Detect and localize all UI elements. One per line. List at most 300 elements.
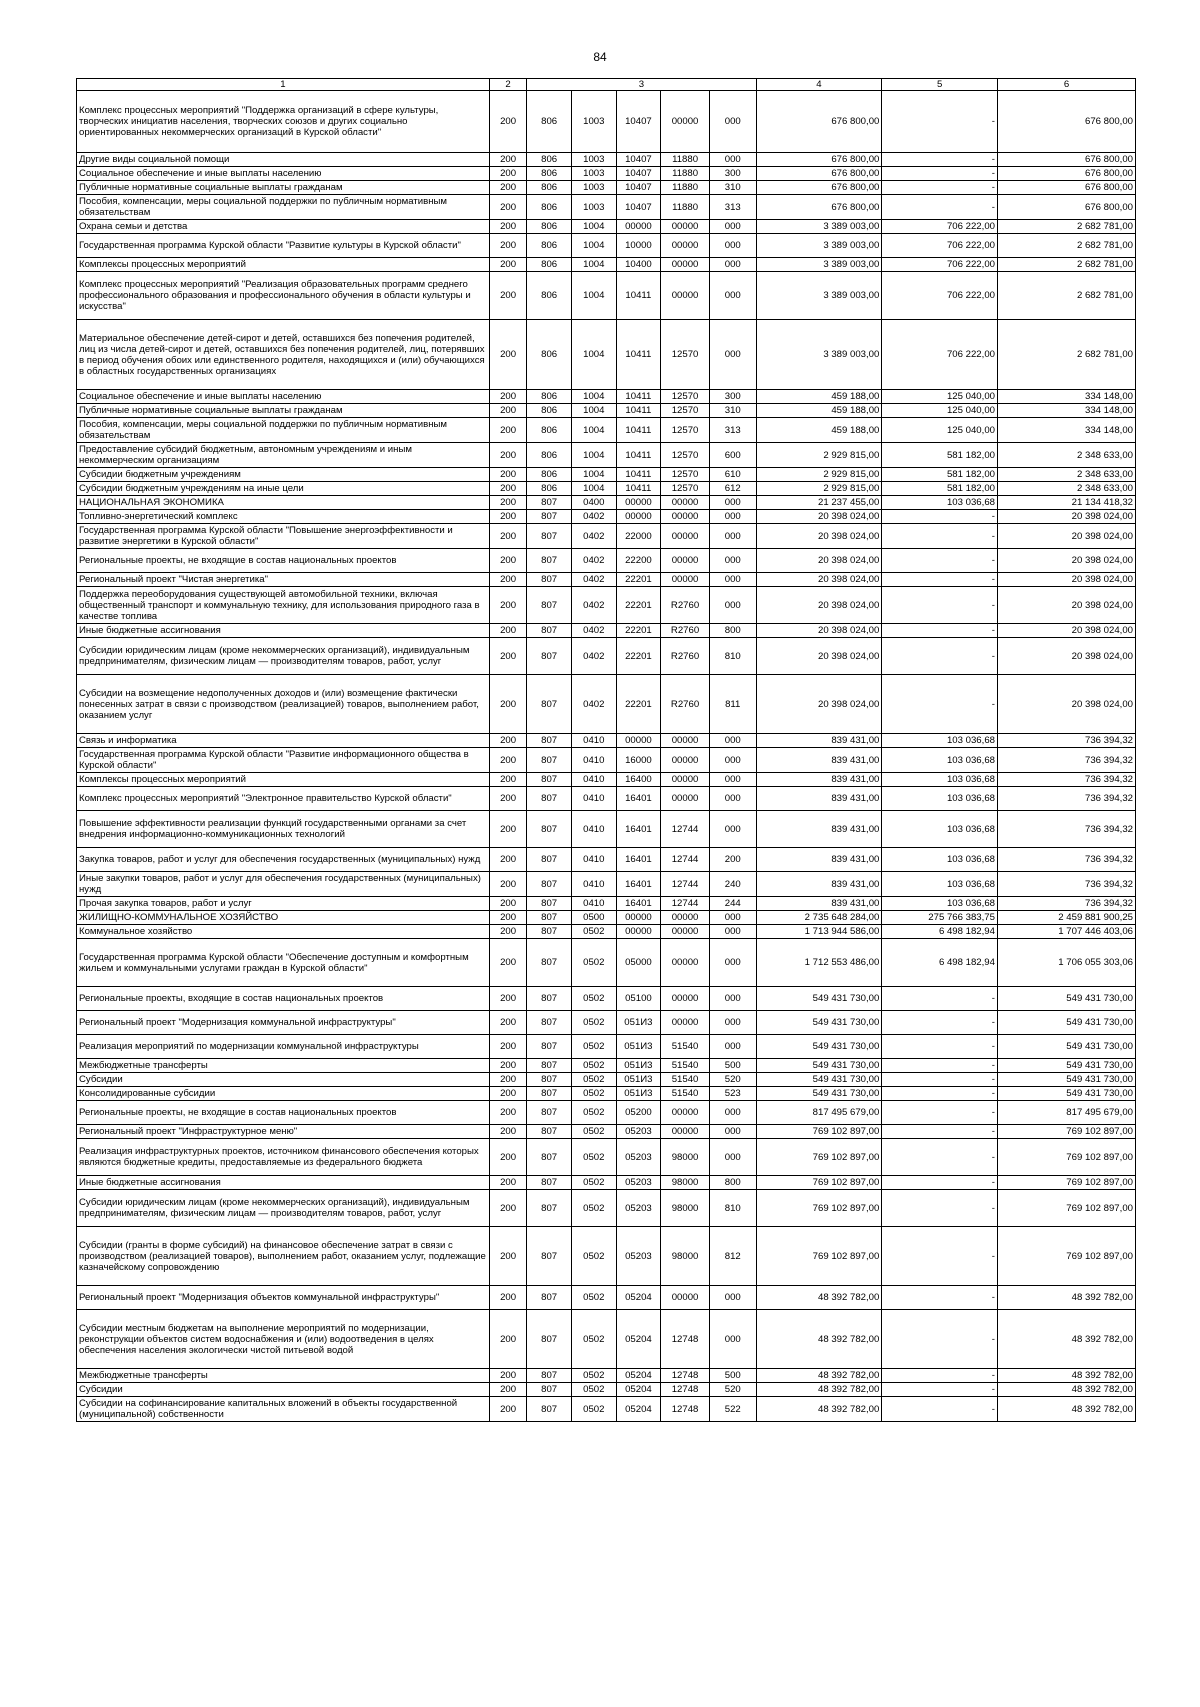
value-col-4: 839 431,00 bbox=[756, 872, 882, 897]
value-col-5: 6 498 182,94 bbox=[882, 925, 998, 939]
value-col-4: 769 102 897,00 bbox=[756, 1176, 882, 1190]
code-ministry: 806 bbox=[527, 181, 572, 195]
code-direction: 12570 bbox=[661, 443, 710, 468]
value-col-6: 736 394,32 bbox=[997, 897, 1135, 911]
value-col-5: 275 766 383,75 bbox=[882, 911, 998, 925]
code-program: 051И3 bbox=[616, 1073, 661, 1087]
row-name: Региональный проект "Модернизация коммунальной инфраструктуры" bbox=[77, 1011, 490, 1035]
value-col-4: 2 929 815,00 bbox=[756, 443, 882, 468]
code-program: 22200 bbox=[616, 549, 661, 573]
code-program: 22201 bbox=[616, 573, 661, 587]
header-col-1: 1 bbox=[77, 79, 490, 91]
code-program: 05204 bbox=[616, 1310, 661, 1369]
row-name: Пособия, компенсации, меры социальной поддержки по публичным нормативным обязательствам bbox=[77, 195, 490, 220]
table-row bbox=[77, 195, 1136, 220]
code-direction: 00000 bbox=[661, 220, 710, 234]
code-ministry: 806 bbox=[527, 390, 572, 404]
value-col-6: 2 348 633,00 bbox=[997, 468, 1135, 482]
value-col-5: - bbox=[882, 1059, 998, 1073]
code-ministry: 806 bbox=[527, 234, 572, 258]
code-program: 16401 bbox=[616, 872, 661, 897]
value-col-5: - bbox=[882, 1397, 998, 1422]
table-row bbox=[77, 1176, 1136, 1190]
value-col-4: 2 929 815,00 bbox=[756, 482, 882, 496]
code-direction: 00000 bbox=[661, 734, 710, 748]
code-program: 16401 bbox=[616, 897, 661, 911]
code-col-2: 200 bbox=[489, 872, 527, 897]
code-expense-type: 000 bbox=[709, 987, 756, 1011]
code-program: 00000 bbox=[616, 734, 661, 748]
value-col-6: 2 682 781,00 bbox=[997, 234, 1135, 258]
code-section: 0502 bbox=[571, 1176, 616, 1190]
value-col-4: 676 800,00 bbox=[756, 181, 882, 195]
code-col-2: 200 bbox=[489, 1369, 527, 1383]
code-section: 1003 bbox=[571, 91, 616, 153]
value-col-5: - bbox=[882, 1101, 998, 1125]
value-col-4: 839 431,00 bbox=[756, 773, 882, 787]
code-expense-type: 000 bbox=[709, 573, 756, 587]
code-direction: 00000 bbox=[661, 748, 710, 773]
value-col-5: - bbox=[882, 1087, 998, 1101]
code-ministry: 806 bbox=[527, 443, 572, 468]
code-program: 05203 bbox=[616, 1176, 661, 1190]
code-col-2: 200 bbox=[489, 468, 527, 482]
row-name: Материальное обеспечение детей-сирот и детей, оставшихся без попечения родителей, лиц из числа детей-сирот и детей, оставшихся без попечения родителей, лиц, потерявших в период обучения обоих или единственного родителя, находящихся и (или) обучающихся в областных государственных организациях bbox=[77, 320, 490, 390]
code-program: 00000 bbox=[616, 911, 661, 925]
code-section: 0502 bbox=[571, 939, 616, 987]
code-section: 0402 bbox=[571, 675, 616, 734]
code-ministry: 807 bbox=[527, 1011, 572, 1035]
code-ministry: 807 bbox=[527, 848, 572, 872]
code-expense-type: 800 bbox=[709, 624, 756, 638]
code-program: 10400 bbox=[616, 258, 661, 272]
budget-table bbox=[76, 78, 1136, 1422]
code-section: 1004 bbox=[571, 468, 616, 482]
code-section: 0500 bbox=[571, 911, 616, 925]
code-expense-type: 520 bbox=[709, 1073, 756, 1087]
code-col-2: 200 bbox=[489, 1059, 527, 1073]
row-name: Комплекс процессных мероприятий "Реализация образовательных программ среднего профессионального образования и профессионального обучения в области культуры и искусства" bbox=[77, 272, 490, 320]
table-row bbox=[77, 91, 1136, 153]
code-direction: 98000 bbox=[661, 1176, 710, 1190]
code-direction: 51540 bbox=[661, 1059, 710, 1073]
value-col-6: 20 398 024,00 bbox=[997, 549, 1135, 573]
code-ministry: 807 bbox=[527, 638, 572, 675]
value-col-5: - bbox=[882, 181, 998, 195]
value-col-4: 549 431 730,00 bbox=[756, 1087, 882, 1101]
code-section: 0410 bbox=[571, 811, 616, 848]
table-row bbox=[77, 748, 1136, 773]
code-section: 0400 bbox=[571, 496, 616, 510]
value-col-5: 125 040,00 bbox=[882, 418, 998, 443]
value-col-4: 48 392 782,00 bbox=[756, 1383, 882, 1397]
code-expense-type: 244 bbox=[709, 897, 756, 911]
row-name: Субсидии юридическим лицам (кроме некоммерческих организаций), индивидуальным предпринимателям, физическим лицам — производителям товаров, работ, услуг bbox=[77, 1190, 490, 1227]
table-row bbox=[77, 524, 1136, 549]
code-section: 1004 bbox=[571, 320, 616, 390]
code-program: 05203 bbox=[616, 1139, 661, 1176]
row-name: Прочая закупка товаров, работ и услуг bbox=[77, 897, 490, 911]
code-program: 16000 bbox=[616, 748, 661, 773]
table-row bbox=[77, 773, 1136, 787]
code-col-2: 200 bbox=[489, 443, 527, 468]
code-ministry: 807 bbox=[527, 734, 572, 748]
row-name: Топливно-энергетический комплекс bbox=[77, 510, 490, 524]
value-col-5: - bbox=[882, 1227, 998, 1286]
value-col-6: 20 398 024,00 bbox=[997, 510, 1135, 524]
code-ministry: 807 bbox=[527, 872, 572, 897]
table-row bbox=[77, 573, 1136, 587]
code-col-2: 200 bbox=[489, 91, 527, 153]
table-row bbox=[77, 811, 1136, 848]
row-name: Комплексы процессных мероприятий bbox=[77, 258, 490, 272]
value-col-5: 706 222,00 bbox=[882, 320, 998, 390]
code-section: 0502 bbox=[571, 1059, 616, 1073]
code-section: 0410 bbox=[571, 848, 616, 872]
value-col-4: 676 800,00 bbox=[756, 195, 882, 220]
code-program: 10411 bbox=[616, 404, 661, 418]
value-col-5: 706 222,00 bbox=[882, 272, 998, 320]
value-col-4: 459 188,00 bbox=[756, 404, 882, 418]
code-expense-type: 000 bbox=[709, 748, 756, 773]
value-col-5: - bbox=[882, 524, 998, 549]
code-ministry: 806 bbox=[527, 482, 572, 496]
code-expense-type: 000 bbox=[709, 811, 756, 848]
value-col-4: 1 713 944 586,00 bbox=[756, 925, 882, 939]
value-col-4: 676 800,00 bbox=[756, 167, 882, 181]
code-direction: 12570 bbox=[661, 468, 710, 482]
value-col-6: 549 431 730,00 bbox=[997, 1059, 1135, 1073]
code-program: 05203 bbox=[616, 1227, 661, 1286]
code-col-2: 200 bbox=[489, 258, 527, 272]
code-ministry: 806 bbox=[527, 468, 572, 482]
value-col-4: 769 102 897,00 bbox=[756, 1139, 882, 1176]
value-col-4: 3 389 003,00 bbox=[756, 234, 882, 258]
code-section: 0502 bbox=[571, 1369, 616, 1383]
value-col-6: 48 392 782,00 bbox=[997, 1383, 1135, 1397]
header-col-6: 6 bbox=[997, 79, 1135, 91]
code-section: 1004 bbox=[571, 234, 616, 258]
code-expense-type: 610 bbox=[709, 468, 756, 482]
code-col-2: 200 bbox=[489, 1073, 527, 1087]
code-col-2: 200 bbox=[489, 482, 527, 496]
table-row bbox=[77, 220, 1136, 234]
value-col-6: 2 682 781,00 bbox=[997, 272, 1135, 320]
header-col-5: 5 bbox=[882, 79, 998, 91]
code-direction: 00000 bbox=[661, 91, 710, 153]
value-col-5: 103 036,68 bbox=[882, 773, 998, 787]
code-section: 1004 bbox=[571, 418, 616, 443]
value-col-4: 48 392 782,00 bbox=[756, 1369, 882, 1383]
code-section: 0502 bbox=[571, 1383, 616, 1397]
code-expense-type: 240 bbox=[709, 872, 756, 897]
value-col-5: 103 036,68 bbox=[882, 787, 998, 811]
code-expense-type: 523 bbox=[709, 1087, 756, 1101]
value-col-6: 48 392 782,00 bbox=[997, 1310, 1135, 1369]
row-name: Субсидии bbox=[77, 1073, 490, 1087]
table-row bbox=[77, 1227, 1136, 1286]
code-col-2: 200 bbox=[489, 848, 527, 872]
value-col-5: - bbox=[882, 1139, 998, 1176]
code-direction: 00000 bbox=[661, 1125, 710, 1139]
code-section: 0402 bbox=[571, 524, 616, 549]
code-expense-type: 811 bbox=[709, 675, 756, 734]
code-col-2: 200 bbox=[489, 234, 527, 258]
code-col-2: 200 bbox=[489, 675, 527, 734]
code-program: 16400 bbox=[616, 773, 661, 787]
value-col-6: 736 394,32 bbox=[997, 773, 1135, 787]
code-program: 05204 bbox=[616, 1397, 661, 1422]
code-col-2: 200 bbox=[489, 195, 527, 220]
value-col-5: - bbox=[882, 1286, 998, 1310]
value-col-5: - bbox=[882, 587, 998, 624]
row-name: Другие виды социальной помощи bbox=[77, 153, 490, 167]
code-ministry: 807 bbox=[527, 1101, 572, 1125]
code-program: 10407 bbox=[616, 181, 661, 195]
code-ministry: 807 bbox=[527, 496, 572, 510]
row-name: Комплекс процессных мероприятий "Поддержка организаций в сфере культуры, творческих инициатив населения, творческих союзов и других социально ориентированных некоммерческих организаций в Курской области" bbox=[77, 91, 490, 153]
code-ministry: 807 bbox=[527, 925, 572, 939]
code-program: 00000 bbox=[616, 220, 661, 234]
code-section: 0502 bbox=[571, 1125, 616, 1139]
code-col-2: 200 bbox=[489, 1310, 527, 1369]
row-name: Межбюджетные трансферты bbox=[77, 1369, 490, 1383]
code-direction: R2760 bbox=[661, 638, 710, 675]
value-col-5: 103 036,68 bbox=[882, 496, 998, 510]
code-col-2: 200 bbox=[489, 549, 527, 573]
code-section: 1004 bbox=[571, 482, 616, 496]
code-expense-type: 313 bbox=[709, 418, 756, 443]
row-name: Субсидии на софинансирование капитальных вложений в объекты государственной (муниципальной) собственности bbox=[77, 1397, 490, 1422]
table-row bbox=[77, 418, 1136, 443]
table-row bbox=[77, 510, 1136, 524]
table-row bbox=[77, 549, 1136, 573]
code-ministry: 807 bbox=[527, 624, 572, 638]
table-row bbox=[77, 638, 1136, 675]
value-col-4: 20 398 024,00 bbox=[756, 587, 882, 624]
code-col-2: 200 bbox=[489, 1227, 527, 1286]
value-col-4: 20 398 024,00 bbox=[756, 573, 882, 587]
row-name: Закупка товаров, работ и услуг для обеспечения государственных (муниципальных) нужд bbox=[77, 848, 490, 872]
code-ministry: 807 bbox=[527, 911, 572, 925]
row-name: Повышение эффективности реализации функций государственными органами за счет внедрения информационно-коммуникационных технологий bbox=[77, 811, 490, 848]
value-col-4: 549 431 730,00 bbox=[756, 1059, 882, 1073]
code-section: 1004 bbox=[571, 272, 616, 320]
row-name: Реализация инфраструктурных проектов, источником финансового обеспечения которых являются бюджетные кредиты, предоставляемые из федерального бюджета bbox=[77, 1139, 490, 1176]
code-ministry: 807 bbox=[527, 939, 572, 987]
code-expense-type: 000 bbox=[709, 1286, 756, 1310]
row-name: Иные бюджетные ассигнования bbox=[77, 1176, 490, 1190]
code-col-2: 200 bbox=[489, 773, 527, 787]
value-col-5: - bbox=[882, 1073, 998, 1087]
code-col-2: 200 bbox=[489, 638, 527, 675]
code-col-2: 200 bbox=[489, 167, 527, 181]
code-ministry: 806 bbox=[527, 320, 572, 390]
row-name: Охрана семьи и детства bbox=[77, 220, 490, 234]
code-expense-type: 600 bbox=[709, 443, 756, 468]
value-col-6: 2 348 633,00 bbox=[997, 443, 1135, 468]
value-col-6: 20 398 024,00 bbox=[997, 524, 1135, 549]
table-row bbox=[77, 167, 1136, 181]
code-direction: 00000 bbox=[661, 496, 710, 510]
value-col-5: 706 222,00 bbox=[882, 220, 998, 234]
value-col-5: 103 036,68 bbox=[882, 734, 998, 748]
code-col-2: 200 bbox=[489, 1383, 527, 1397]
code-ministry: 807 bbox=[527, 1073, 572, 1087]
code-expense-type: 000 bbox=[709, 1011, 756, 1035]
code-section: 1003 bbox=[571, 195, 616, 220]
code-expense-type: 000 bbox=[709, 1035, 756, 1059]
code-direction: 12744 bbox=[661, 848, 710, 872]
row-name: Субсидии бюджетным учреждениям bbox=[77, 468, 490, 482]
code-ministry: 806 bbox=[527, 272, 572, 320]
code-col-2: 200 bbox=[489, 911, 527, 925]
code-expense-type: 000 bbox=[709, 734, 756, 748]
code-direction: 00000 bbox=[661, 510, 710, 524]
code-expense-type: 810 bbox=[709, 1190, 756, 1227]
value-col-6: 676 800,00 bbox=[997, 181, 1135, 195]
value-col-5: - bbox=[882, 91, 998, 153]
row-name: Региональные проекты, не входящие в состав национальных проектов bbox=[77, 549, 490, 573]
code-col-2: 200 bbox=[489, 748, 527, 773]
code-program: 05100 bbox=[616, 987, 661, 1011]
code-direction: 12570 bbox=[661, 418, 710, 443]
code-ministry: 806 bbox=[527, 153, 572, 167]
value-col-5: - bbox=[882, 624, 998, 638]
code-ministry: 807 bbox=[527, 811, 572, 848]
code-program: 05203 bbox=[616, 1125, 661, 1139]
row-name: Региональный проект "Модернизация объектов коммунальной инфраструктуры" bbox=[77, 1286, 490, 1310]
code-section: 1004 bbox=[571, 404, 616, 418]
code-ministry: 806 bbox=[527, 220, 572, 234]
row-name: Субсидии bbox=[77, 1383, 490, 1397]
value-col-6: 769 102 897,00 bbox=[997, 1176, 1135, 1190]
code-expense-type: 000 bbox=[709, 1139, 756, 1176]
table-row bbox=[77, 1139, 1136, 1176]
row-name: Предоставление субсидий бюджетным, автономным учреждениям и иным некоммерческим организациям bbox=[77, 443, 490, 468]
code-expense-type: 000 bbox=[709, 258, 756, 272]
code-program: 05000 bbox=[616, 939, 661, 987]
value-col-6: 20 398 024,00 bbox=[997, 675, 1135, 734]
code-program: 16401 bbox=[616, 848, 661, 872]
value-col-6: 1 706 055 303,06 bbox=[997, 939, 1135, 987]
code-col-2: 200 bbox=[489, 1087, 527, 1101]
code-expense-type: 000 bbox=[709, 911, 756, 925]
value-col-5: 581 182,00 bbox=[882, 482, 998, 496]
code-ministry: 807 bbox=[527, 1227, 572, 1286]
code-direction: 00000 bbox=[661, 939, 710, 987]
value-col-6: 676 800,00 bbox=[997, 153, 1135, 167]
code-direction: 12570 bbox=[661, 390, 710, 404]
value-col-5: 103 036,68 bbox=[882, 848, 998, 872]
row-name: Субсидии на возмещение недополученных доходов и (или) возмещение фактически понесенных затрат в связи с производством (реализацией) товаров, выполнением работ, оказанием услуг bbox=[77, 675, 490, 734]
code-section: 0410 bbox=[571, 872, 616, 897]
code-ministry: 807 bbox=[527, 1383, 572, 1397]
code-col-2: 200 bbox=[489, 624, 527, 638]
code-col-2: 200 bbox=[489, 1035, 527, 1059]
value-col-4: 21 237 455,00 bbox=[756, 496, 882, 510]
value-col-4: 3 389 003,00 bbox=[756, 320, 882, 390]
code-section: 0502 bbox=[571, 1397, 616, 1422]
code-col-2: 200 bbox=[489, 496, 527, 510]
code-expense-type: 810 bbox=[709, 638, 756, 675]
table-row bbox=[77, 1073, 1136, 1087]
code-direction: 51540 bbox=[661, 1087, 710, 1101]
value-col-6: 20 398 024,00 bbox=[997, 638, 1135, 675]
code-col-2: 200 bbox=[489, 1190, 527, 1227]
value-col-6: 736 394,32 bbox=[997, 848, 1135, 872]
code-col-2: 200 bbox=[489, 1139, 527, 1176]
code-col-2: 200 bbox=[489, 897, 527, 911]
value-col-4: 2 929 815,00 bbox=[756, 468, 882, 482]
value-col-6: 769 102 897,00 bbox=[997, 1227, 1135, 1286]
code-expense-type: 000 bbox=[709, 91, 756, 153]
value-col-5: - bbox=[882, 153, 998, 167]
value-col-5: - bbox=[882, 549, 998, 573]
code-expense-type: 000 bbox=[709, 549, 756, 573]
code-ministry: 807 bbox=[527, 987, 572, 1011]
table-row bbox=[77, 1011, 1136, 1035]
code-direction: 00000 bbox=[661, 911, 710, 925]
code-program: 10407 bbox=[616, 167, 661, 181]
code-col-2: 200 bbox=[489, 573, 527, 587]
code-ministry: 806 bbox=[527, 404, 572, 418]
row-name: Реализация мероприятий по модернизации коммунальной инфраструктуры bbox=[77, 1035, 490, 1059]
row-name: Пособия, компенсации, меры социальной поддержки по публичным нормативным обязательствам bbox=[77, 418, 490, 443]
row-name: Региональные проекты, не входящие в состав национальных проектов bbox=[77, 1101, 490, 1125]
code-direction: 12748 bbox=[661, 1369, 710, 1383]
code-program: 05204 bbox=[616, 1383, 661, 1397]
code-col-2: 200 bbox=[489, 925, 527, 939]
value-col-6: 20 398 024,00 bbox=[997, 573, 1135, 587]
table-row bbox=[77, 1087, 1136, 1101]
value-col-5: 581 182,00 bbox=[882, 443, 998, 468]
table-row bbox=[77, 443, 1136, 468]
code-program: 10411 bbox=[616, 390, 661, 404]
value-col-4: 459 188,00 bbox=[756, 418, 882, 443]
code-expense-type: 000 bbox=[709, 1125, 756, 1139]
code-direction: 12744 bbox=[661, 897, 710, 911]
code-program: 051И3 bbox=[616, 1035, 661, 1059]
code-program: 10407 bbox=[616, 195, 661, 220]
value-col-6: 334 148,00 bbox=[997, 404, 1135, 418]
value-col-6: 334 148,00 bbox=[997, 418, 1135, 443]
value-col-6: 549 431 730,00 bbox=[997, 1073, 1135, 1087]
code-program: 00000 bbox=[616, 496, 661, 510]
code-col-2: 200 bbox=[489, 1397, 527, 1422]
code-col-2: 200 bbox=[489, 220, 527, 234]
value-col-5: - bbox=[882, 195, 998, 220]
code-col-2: 200 bbox=[489, 510, 527, 524]
table-row bbox=[77, 234, 1136, 258]
value-col-5: 6 498 182,94 bbox=[882, 939, 998, 987]
code-section: 0402 bbox=[571, 638, 616, 675]
value-col-5: - bbox=[882, 573, 998, 587]
row-name: Субсидии бюджетным учреждениям на иные цели bbox=[77, 482, 490, 496]
code-direction: 00000 bbox=[661, 773, 710, 787]
code-col-2: 200 bbox=[489, 418, 527, 443]
table-row bbox=[77, 468, 1136, 482]
row-name: Связь и информатика bbox=[77, 734, 490, 748]
value-col-6: 334 148,00 bbox=[997, 390, 1135, 404]
code-program: 05200 bbox=[616, 1101, 661, 1125]
value-col-4: 676 800,00 bbox=[756, 91, 882, 153]
code-expense-type: 000 bbox=[709, 524, 756, 549]
value-col-6: 736 394,32 bbox=[997, 734, 1135, 748]
code-program: 10411 bbox=[616, 468, 661, 482]
code-expense-type: 500 bbox=[709, 1059, 756, 1073]
code-direction: 00000 bbox=[661, 1011, 710, 1035]
